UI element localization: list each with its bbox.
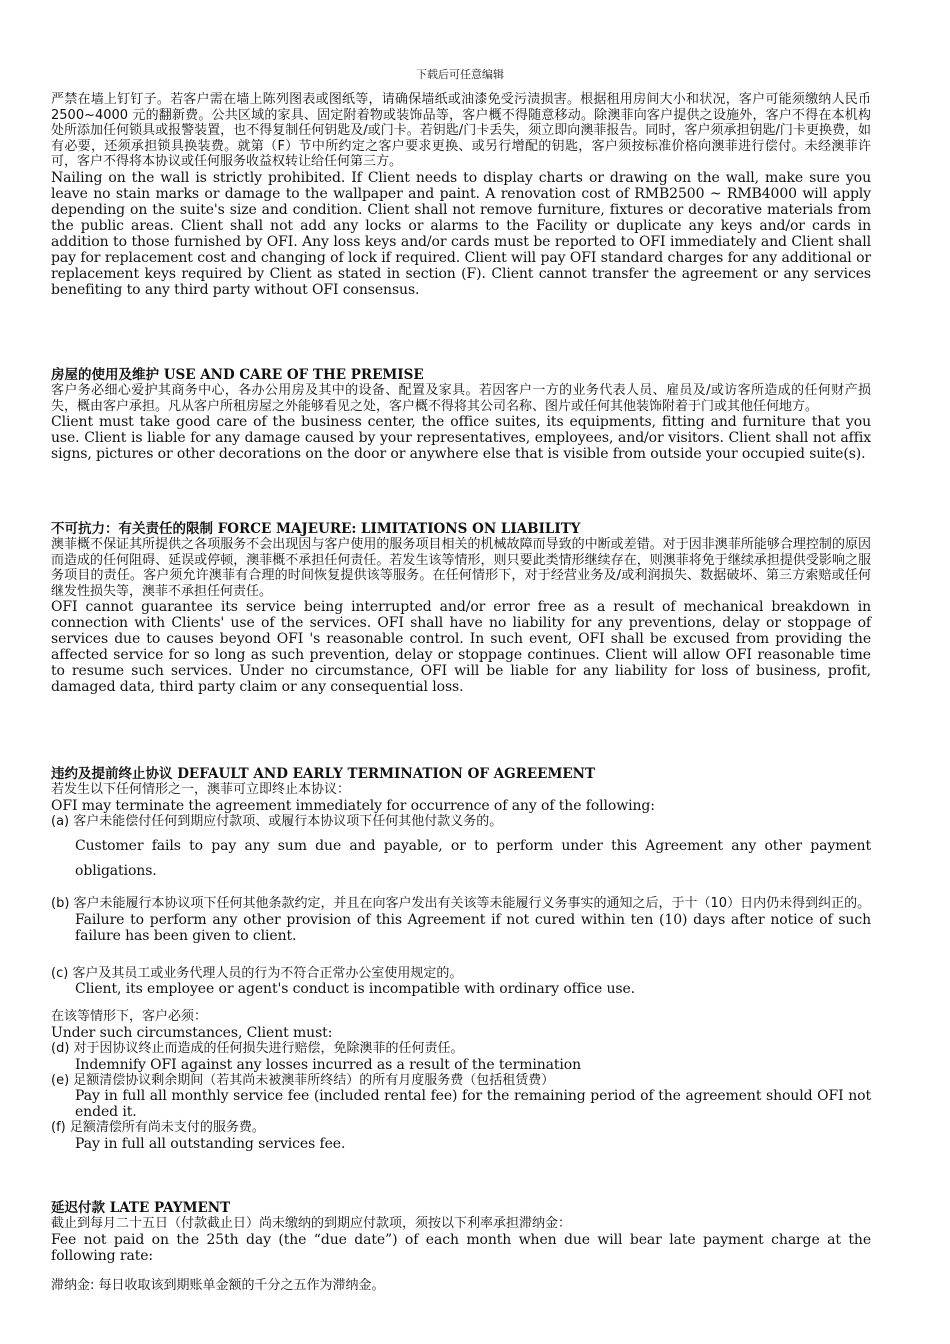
default-title: 违约及提前终止协议 DEFAULT AND EARLY TERMINATION OF AGREEMENT xyxy=(51,766,596,782)
force-title: 不可抗力：有关责任的限制 FORCE MAJEURE: LIMITATIONS ON LIABILITY xyxy=(51,521,581,537)
clause-c-en: Client, its employee or agent's conduct is incompatible with ordinary office use. xyxy=(75,981,636,998)
use-title: 房屋的使用及维护 USE AND CARE OF THE PREMISE xyxy=(51,367,424,383)
page-header: 下载后可任意编辑 xyxy=(416,68,504,81)
use-zh: 客户务必细心爱护其商务中心，各办公用房及其中的设备、配置及家具。若因客户一方的业务代表人员、雇员及/或访客所造成的任何财产损失，概由客户承担。凡从客户所租房屋之外能够看见之处，客户概不得将其公司名称、图片或任何其他装饰附着于门或其他任何地方。 xyxy=(51,383,871,414)
clause-f-en: Pay in full all outstanding services fee. xyxy=(75,1135,346,1152)
clause-e-en: Pay in full all monthly service fee (included rental fee) for the remaining period of the agreement should OFI not ended it. xyxy=(75,1088,871,1121)
clause-b-zh: (b) 客户未能履行本协议项下任何其他条款约定，并且在向客户发出有关该等未能履行义务事实的通知之后，于十（10）日内仍未得到纠正的。 xyxy=(51,896,871,912)
intro-en: Nailing on the wall is strictly prohibited. If Client needs to display charts or drawing on the wall, make sure you leave no stain marks or damage to the wallpaper and paint. A renovation cost of RMB2500 ~ RMB4000 will apply depending on the suite's size and condition. Client shall not remove furniture, fixtures or decorative materials from the public areas. Client shall not add any locks or alarms to the Facility or duplicate any keys and/or cards in addition to those furnished by OFI. Any loss keys and/or cards must be reported to OFI immediately and Client shall pay for replacement cost and changing of lock if required. Client will pay OFI standard charges for any additional or replacement keys required by Client as stated in section (F). Client cannot transfer the agreement or any services benefiting to any third party without OFI consensus. xyxy=(51,169,871,298)
under-zh: 在该等情形下，客户必须： xyxy=(51,1009,208,1025)
default-lead-en: OFI may terminate the agreement immediately for occurrence of any of the following: xyxy=(51,797,655,814)
late-rate: 滞纳金: 每日收取该到期账单金额的千分之五作为滞纳金。 xyxy=(51,1277,385,1293)
late-en: Fee not paid on the 25th day (the “due date”) of each month when due will bear late payment charge at the following rate: xyxy=(51,1231,871,1264)
late-section xyxy=(51,1200,871,1293)
clause-f-zh: (f) 足额清偿所有尚未支付的服务费。 xyxy=(51,1120,265,1136)
force-en: OFI cannot guarantee its service being interrupted and/or error free as a result of mechanical breakdown in connection with Clients' use of the services. OFI shall have no liability for any preventions, delay or stoppage of services due to causes beyond OFI 's reasonable control. In such event, OFI shall be excused from providing the affected service for so long as such prevention, delay or stoppage continues. Client will allow OFI reasonable time to resume such services. Under no circumstance, OFI will be liable for any liability for loss of business, profit, damaged data, third party claim or any consequential loss. xyxy=(51,599,871,696)
use-section xyxy=(51,367,871,462)
force-zh: 澳菲概不保证其所提供之各项服务不会出现因与客户使用的服务项目相关的机械故障而导致的中断或差错。对于因非澳菲所能够合理控制的原因而造成的任何阻碍、延误或停顿，澳菲概不承担任何责任。若发生该等情形，则只要此类情形继续存在，则澳菲将免于继续承担提供受影响之服务项目的责任。客户须允许澳菲有合理的时间恢复提供该等服务。在任何情形下，对于经营业务及/或利润损失、数据破坏、第三方索赔或任何继发性损失等，澳菲不承担任何责任。 xyxy=(51,537,871,599)
clause-d-en: Indemnify OFI against any losses incurred as a result of the termination xyxy=(75,1056,582,1073)
intro-zh: 严禁在墙上钉钉子。若客户需在墙上陈列图表或图纸等，请确保墙纸或油漆免受污渍损害。根据租用房间大小和状况，客户可能须缴纳人民币 2500~4000 元的翻新费。公共区域的家具、固定附着物或装饰品等，客户概不得随意移动。除澳菲向客户提供之设施外，客户不得在本机构处所添加任何锁具或报警装置，也不得复制任何钥匙及/或门卡。若钥匙/门卡丢失，须立即向澳菲报告。同时，客户须承担钥匙/门卡更换费，如有必要，还须承担锁具换装费。就第（F）节中所约定之客户要求更换、或另行增配的钥匙，客户须按标准价格向澳菲进行偿付。未经澳菲许可，客户不得将本协议或任何服务收益权转让给任何第三方。 xyxy=(51,92,871,170)
clause-a-en: Customer fails to pay any sum due and payable, or to perform under this Agreement any other payment obligations. xyxy=(75,838,871,880)
clause-b-en: Failure to perform any other provision of this Agreement if not cured within ten (10) days after notice of such failure has been given to client. xyxy=(75,911,871,944)
clause-c-zh: (c) 客户及其员工或业务代理人员的行为不符合正常办公室使用规定的。 xyxy=(51,965,463,981)
clause-e-zh: (e) 足额清偿协议剩余期间（若其尚未被澳菲所终结）的所有月度服务费（包括租赁费） xyxy=(51,1072,555,1088)
clause-a-zh: (a) 客户未能偿付任何到期应付款项、或履行本协议项下任何其他付款义务的。 xyxy=(51,813,503,829)
default-section xyxy=(51,766,871,1152)
late-title: 延迟付款 LATE PAYMENT xyxy=(51,1200,231,1216)
late-zh: 截止到每月二十五日（付款截止日）尚未缴纳的到期应付款项，须按以下利率承担滞纳金： xyxy=(51,1216,572,1231)
default-lead-zh: 若发生以下任何情形之一，澳菲可立即终止本协议： xyxy=(51,782,351,797)
intro-section xyxy=(51,92,871,298)
force-section xyxy=(51,521,871,695)
clause-d-zh: (d) 对于因协议终止而造成的任何损失进行赔偿，免除澳菲的任何责任。 xyxy=(51,1040,464,1056)
use-en: Client must take good care of the business center, the office suites, its equipments, fitting and furniture that you use. Client is liable for any damage caused by your representatives, employees, and/or visitors. Client shall not affix signs, pictures or other decorations on the door or anywhere else that is visible from outside your occupied suite(s). xyxy=(51,414,871,463)
under-en: Under such circumstances, Client must: xyxy=(51,1024,333,1041)
